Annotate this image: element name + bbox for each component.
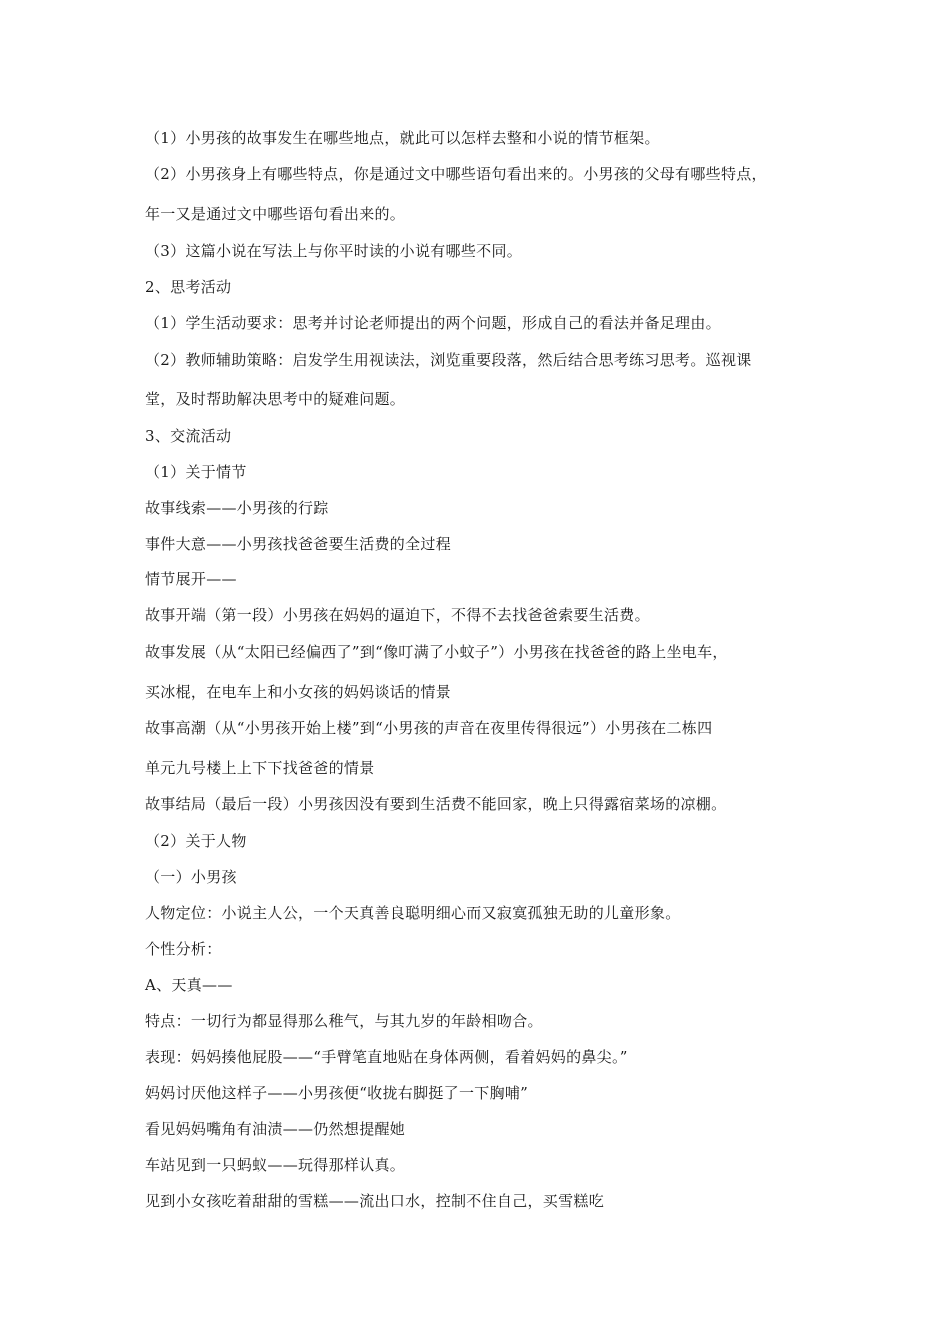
text-line: 见到小女孩吃着甜甜的雪糕——流出口水，控制不住自己，买雪糕吃	[145, 1192, 605, 1210]
text-line: 故事高潮（从“小男孩开始上楼”到“小男孩的声音在夜里传得很远”）小男孩在二栋四	[145, 719, 713, 737]
subsection-heading: （1）关于情节	[145, 463, 247, 481]
text-line: 故事结局（最后一段）小男孩因没有要到生活费不能回家，晚上只得露宿菜场的凉棚。	[145, 795, 727, 813]
text-line: （3）这篇小说在写法上与你平时读的小说有哪些不同。	[145, 242, 523, 260]
text-line: 买冰棍，在电车上和小女孩的妈妈谈话的情景	[145, 683, 452, 701]
text-line: 故事开端（第一段）小男孩在妈妈的逼迫下，不得不去找爸爸索要生活费。	[145, 606, 650, 624]
text-line: 个性分析：	[145, 940, 222, 958]
text-line: 故事发展（从“太阳已经偏西了”到“像叮满了小蚊子”）小男孩在找爸爸的路上坐电车，	[145, 643, 728, 661]
text-line: 表现：妈妈揍他屁股——“手臂笔直地贴在身体两侧，看着妈妈的鼻尖。”	[145, 1048, 628, 1066]
text-line: 单元九号楼上上下下找爸爸的情景	[145, 759, 375, 777]
subsection-heading: （一）小男孩	[145, 868, 237, 886]
text-line: （1）小男孩的故事发生在哪些地点，就此可以怎样去整和小说的情节框架。	[145, 129, 660, 147]
text-line: 故事线索——小男孩的行踪	[145, 499, 329, 517]
subsection-heading: （2）关于人物	[145, 832, 247, 850]
text-line: 情节展开——	[145, 570, 237, 588]
text-line: 事件大意——小男孩找爸爸要生活费的全过程	[145, 535, 452, 553]
section-heading: 2、思考活动	[145, 278, 232, 296]
text-line: 年一又是通过文中哪些语句看出来的。	[145, 205, 406, 223]
text-line: 妈妈讨厌他这样子——小男孩便“收拢右脚挺了一下胸哺”	[145, 1084, 529, 1102]
text-line: 堂，及时帮助解决思考中的疑难问题。	[145, 390, 406, 408]
text-line: 人物定位：小说主人公，一个天真善良聪明细心而又寂寞孤独无助的儿童形象。	[145, 904, 681, 922]
text-line: （2）小男孩身上有哪些特点，你是通过文中哪些语句看出来的。小男孩的父母有哪些特点，	[145, 165, 767, 183]
text-line: 特点：一切行为都显得那么稚气，与其九岁的年龄相吻合。	[145, 1012, 543, 1030]
text-line: 看见妈妈嘴角有油渍——仍然想提醒她	[145, 1120, 406, 1138]
text-line: 车站见到一只蚂蚁——玩得那样认真。	[145, 1156, 406, 1174]
section-heading: 3、交流活动	[145, 427, 232, 445]
text-line: （2）教师辅助策略：启发学生用视读法，浏览重要段落，然后结合思考练习思考。巡视课	[145, 351, 752, 369]
text-line: A、天真——	[145, 976, 233, 994]
text-line: （1）学生活动要求：思考并讨论老师提出的两个问题，形成自己的看法并备足理由。	[145, 314, 721, 332]
